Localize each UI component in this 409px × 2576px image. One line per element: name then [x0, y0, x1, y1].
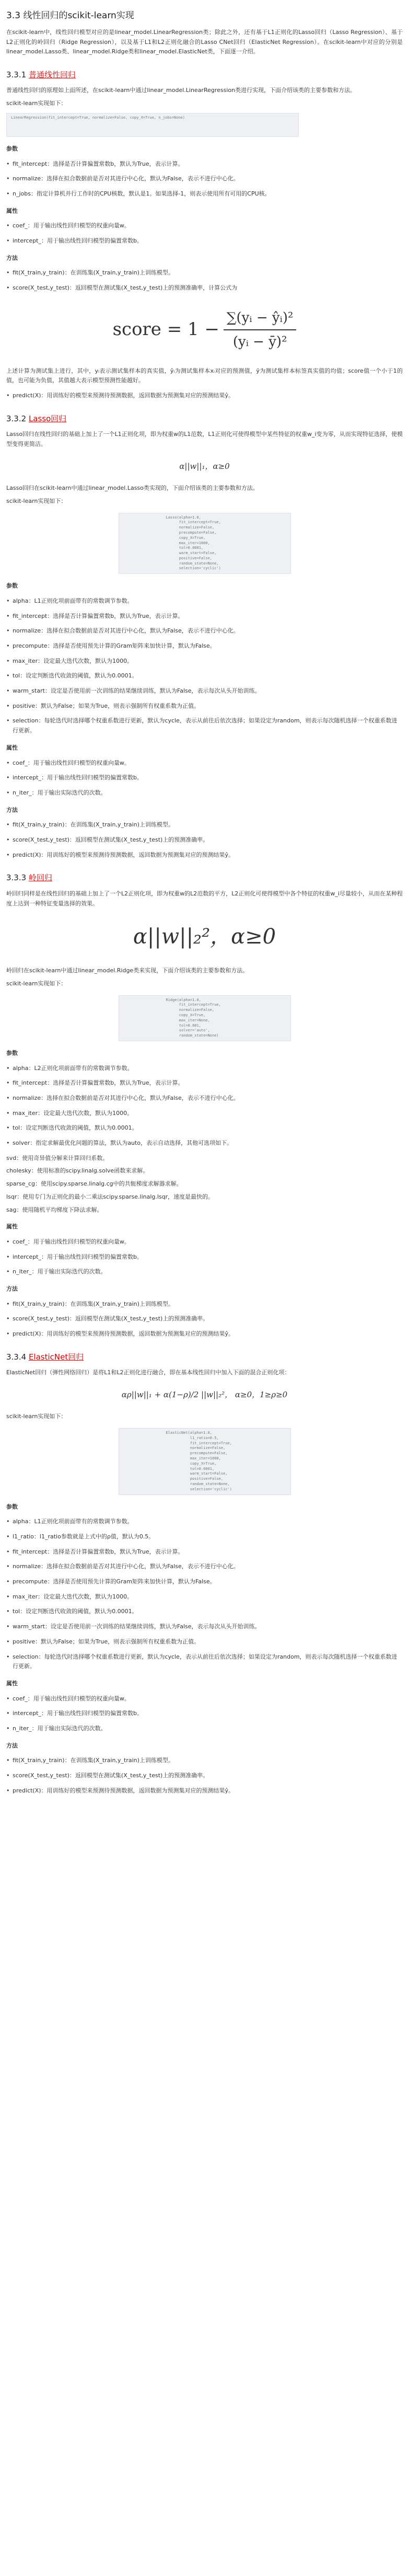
- section-link-lasso[interactable]: Lasso回归: [28, 413, 67, 423]
- section-desc: 岭回归在scikit-learn中通过linear_model.Ridge类来实现，下面介绍该类的主要参数和方法。: [6, 967, 249, 974]
- list-item: • coef_：用于输出线性回归模型的权重向量w。: [6, 758, 403, 768]
- list-item: • warm_start：设定是否使用前一次训练的结果继续训练，默认为False，表示每次从头开始训练。: [6, 686, 403, 696]
- solver-option: cholesky：使用标准的scipy.linalg.solve函数来求解。: [6, 1167, 149, 1175]
- impl-label: scikit-learn实现如下：: [6, 1413, 67, 1420]
- section-link-elasticnet[interactable]: ElasticNet回归: [28, 1352, 84, 1362]
- list-item: • coef_：用于输出线性回归模型的权重向量w。: [6, 1694, 403, 1704]
- params-list: [6, 1064, 403, 1148]
- code-block: Ridge(alpha=1.0, fit_intercept=True, normalize=False, copy_X=True, max_iter=None, tol=0.001, solver='auto', random_state=None): [119, 995, 291, 1041]
- elasticnet-formula: αρ||w||₁ + α(1−ρ)/2 ||w||₂²， α≥0，1≥ρ≥0: [121, 1389, 288, 1399]
- impl-label: scikit-learn实现如下：: [6, 100, 67, 107]
- attrs-label: 属性: [6, 207, 18, 214]
- list-item: • max_iter：设定最大迭代次数，默认为1000。: [6, 657, 403, 666]
- solver-option: sag：使用随机平均梯度下降法求解。: [6, 1206, 103, 1213]
- list-item: • normalize：选择在拟合数据前是否对其进行中心化，默认为False，表示不进行中心化。: [6, 1094, 403, 1103]
- attrs-list: [6, 1237, 403, 1277]
- list-item: • tol：设定判断迭代收敛的阈值，默认为0.0001。: [6, 1607, 403, 1617]
- list-item: • fit_intercept：选择是否计算偏置常数b，默认为True，表示计算。: [6, 159, 403, 169]
- params-list: [6, 159, 403, 199]
- params-list: [6, 596, 403, 736]
- list-item: • fit(X_train,y_train)：在训练集(X_train,y_train)上训练模型。: [6, 1756, 403, 1766]
- list-item: • n_iter_：用于输出实际迭代的次数。: [6, 788, 403, 798]
- list-item: • normalize：选择在拟合数据前是否对其进行中心化，默认为False，表示不进行中心化。: [6, 626, 403, 636]
- list-item: • predict(X)：用训练好的模型来预测待预测数据，返回数据为预测集对应的预测结果ŷ。: [6, 850, 403, 860]
- solver-option: svd：使用奇异值分解来计算回归系数。: [6, 1154, 109, 1162]
- methods-label: 方法: [6, 1285, 18, 1292]
- methods-list: [6, 1300, 403, 1339]
- l2-formula: α||w||₂²，α≥0: [133, 925, 276, 949]
- impl-label: scikit-learn实现如下：: [6, 980, 67, 987]
- section-desc: ElasticNet回归（弹性网络回归）是将L1和L2正则化进行融合，即在基本线性回归中加入下面的混合正则化项：: [6, 1369, 290, 1376]
- score-formula: score = 1 − $\frac{\text{∑(yᵢ − ŷᵢ)²}}{\text{(yᵢ − ȳ)²}}$: [6, 304, 403, 356]
- list-item: • predict(X)：用训练好的模型来预测待预测数据，返回数据为预测集对应的预测结果ŷ。: [6, 1786, 403, 1796]
- methods-list: [6, 268, 403, 293]
- list-item: • fit_intercept：选择是否计算偏置常数b，默认为True，表示计算。: [6, 1547, 403, 1557]
- list-item: • positive：默认为False；如果为True，则表示强制所有权重系数为正值。: [6, 1637, 403, 1647]
- list-item: • alpha：L1正则化项前面带有的常数调节参数。: [6, 596, 403, 606]
- attrs-label: 属性: [6, 744, 18, 751]
- intro-paragraph: 在scikit-learn中，线性回归模型对应的是linear_model.LinearRegression类；除此之外，还有基于L1正则化的Lasso回归（Lasso Regression）、基于L2正则化的岭回归（Ridge Regression），以及基于L1和L2正则化融合的Lasso CNet回归（ElasticNet Regression）。在scikit-learn中对应的分别是linear_model.Lasso类、linear_model.Ridge类和linear_model.ElasticNet类，下面逐一介绍。: [6, 28, 403, 55]
- params-label: 参数: [6, 1503, 18, 1510]
- list-item: • tol：设定判断迭代收敛的阈值，默认为0.0001。: [6, 671, 403, 681]
- solver-option: sparse_cg：使用scipy.sparse.linalg.cg中的共轭梯度求解器求解。: [6, 1180, 182, 1188]
- solver-option: lsqr：使用专门为正则化的最小二乘法scipy.sparse.linalg.lsqr，速度是最快的。: [6, 1193, 214, 1200]
- impl-label: scikit-learn实现如下：: [6, 497, 67, 504]
- list-item: • tol：设定判断迭代收敛的阈值，默认为0.0001。: [6, 1123, 403, 1133]
- l1-formula: α||w||₁，α≥0: [179, 461, 230, 471]
- attrs-list: [6, 221, 403, 246]
- list-item: • intercept_：用于输出线性回归模型的偏置常数b。: [6, 1709, 403, 1719]
- section-heading-ridge: 3.3.3 岭回归: [6, 873, 52, 883]
- list-item: • n_iter_：用于输出实际迭代的次数。: [6, 1724, 403, 1734]
- list-item: • precompute：选择是否使用预先计算的Gram矩阵来加快计算，默认为False。: [6, 641, 403, 651]
- attrs-list: [6, 758, 403, 798]
- attrs-label: 属性: [6, 1680, 18, 1687]
- params-list: [6, 1517, 403, 1672]
- params-label: 参数: [6, 145, 18, 152]
- formula-explanation: 上述计算为测试集上进行，其中，yᵢ表示测试集样本的真实值，ŷᵢ为测试集样本xᵢ对应的预测值，ȳ为测试集样本标签真实值的均值；score值一个小于1的值，也可能为负值，其值越大表示模型预测性能越好。: [6, 367, 403, 384]
- params-label: 参数: [6, 1049, 18, 1056]
- list-item: • predict(X)：用训练好的模型来预测待预测数据，返回数据为预测集对应的预测结果ŷ。: [6, 1329, 403, 1339]
- list-item: • fit(X_train,y_train)：在训练集(X_train,y_train)上训练模型。: [6, 1300, 403, 1309]
- list-item: • predict(X)：用训练好的模型来预测待预测数据，返回数据为预测集对应的预测结果ŷ。: [6, 391, 403, 401]
- list-item: • score(X_test,y_test)：返回模型在测试集(X_test,y_test)上的预测准确率。: [6, 835, 403, 845]
- list-item: • coef_：用于输出线性回归模型的权重向量w。: [6, 1237, 403, 1247]
- section-desc: Lasso回归在scikit-learn中通过linear_model.Lasso类实现的，下面介绍该类的主要参数和方法。: [6, 485, 259, 492]
- section-link-linear[interactable]: 普通线性回归: [28, 70, 76, 79]
- section-heading-elasticnet: 3.3.4 ElasticNet回归: [6, 1352, 84, 1362]
- code-block: LinearRegression(fit_intercept=True, normalize=False, copy_X=True, n_jobs=None): [6, 113, 299, 137]
- list-item: • intercept_：用于输出线性回归模型的偏置常数b。: [6, 236, 403, 246]
- attrs-label: 属性: [6, 1223, 18, 1230]
- list-item: • selection：每轮迭代时选择哪个权重系数进行更新，默认为cycle，表示从前往后依次选择；如果设定为random，则表示每次随机选择一个权重系数进行更新。: [6, 1652, 403, 1672]
- list-item: • fit_intercept：选择是否计算偏置常数b，默认为True，表示计算。: [6, 612, 403, 622]
- code-block: Lasso(alpha=1.0, fit_intercept=True, normalize=False, precompute=False, copy_X=True, max_iter=1000, tol=0.0001, warm_start=False, positive=False, random_state=None, selection='cyclic'): [119, 513, 291, 574]
- list-item: • fit_intercept：选择是否计算偏置常数b，默认为True，表示计算。: [6, 1078, 403, 1088]
- section-heading-linear: 3.3.1 普通线性回归: [6, 70, 76, 79]
- methods-label: 方法: [6, 1742, 18, 1749]
- methods-list: [6, 820, 403, 860]
- list-item: • intercept_：用于输出线性回归模型的偏置常数b。: [6, 773, 403, 783]
- list-item: • max_iter：设定最大迭代次数，默认为1000。: [6, 1592, 403, 1602]
- section-desc: 岭回归同样是在线性回归的基础上加上了一个L2正则化项，即为权重w的L2范数的平方，L2正则化可使得模型中各个特征的权重w_i尽量较小，从而在某种程度上达到一种特征变量选择的效果。: [6, 890, 403, 907]
- attrs-list: [6, 1694, 403, 1734]
- list-item: • precompute：选择是否使用预先计算的Gram矩阵来加快计算，默认为False。: [6, 1577, 403, 1587]
- list-item: • normalize：选择在拟合数据前是否对其进行中心化，默认为False，表示不进行中心化。: [6, 1562, 403, 1572]
- list-item: • normalize：选择在拟合数据前是否对其进行中心化，默认为False，表示不进行中心化。: [6, 174, 403, 184]
- section-desc: 普通线性回归的原理如上面所述，在scikit-learn中通过linear_model.LinearRegression类进行实现，下面介绍该类的主要参数和方法。: [6, 87, 356, 94]
- list-item: • n_jobs：指定计算机并行工作时的CPU核数，默认是1。如果选择-1，则表示使用所有可用的CPU核。: [6, 189, 403, 199]
- list-item: • score(X_test,y_test)：返回模型在测试集(X_test,y_test)上的预测准确率。: [6, 1771, 403, 1781]
- list-item: • max_iter：设定最大迭代次数，默认为1000。: [6, 1109, 403, 1119]
- code-block: ElasticNet(alpha=1.0, l1_ratio=0.5, fit_intercept=True, normalize=False, precompute=False, max_iter=1000, copy_X=True, tol=0.0001, warm_start=False, positive=False, random_state=None, selection='cyclic'): [119, 1428, 291, 1495]
- methods-label: 方法: [6, 254, 18, 261]
- methods-label: 方法: [6, 806, 18, 813]
- methods-list: [6, 1756, 403, 1796]
- list-item: • n_iter_：用于输出实际迭代的次数。: [6, 1267, 403, 1277]
- list-item: • fit(X_train,y_train)：在训练集(X_train,y_train)上训练模型。: [6, 820, 403, 830]
- list-item: • coef_：用于输出线性回归模型的权重向量w。: [6, 221, 403, 231]
- params-label: 参数: [6, 582, 18, 590]
- list-item: • intercept_：用于输出线性回归模型的偏置常数b。: [6, 1252, 403, 1262]
- list-item: • score(X_test,y_test)：返回模型在测试集(X_test,y_test)上的预测准确率，计算公式为: [6, 283, 403, 293]
- list-item: • alpha：L1正则化项前面带有的常数调节参数。: [6, 1517, 403, 1527]
- list-item: • solver：指定求解最优化问题的算法，默认为auto，表示自动选择，其他可选项如下。: [6, 1138, 403, 1148]
- section-desc: Lasso回归在线性回归的基础上加上了一个L1正则化项，即为权重w的L1范数，L1正则化可使得模型中某些特征的权重w_i变为零，从而实现特征选择，使模型变得更简洁。: [6, 431, 403, 447]
- list-item: • score(X_test,y_test)：返回模型在测试集(X_test,y_test)上的预测准确率。: [6, 1314, 403, 1324]
- list-item: • l1_ratio：l1_ratio参数就是上式中的ρ值，默认为0.5。: [6, 1532, 403, 1542]
- list-item: • alpha：L2正则化项前面带有的常数调节参数。: [6, 1064, 403, 1074]
- section-link-ridge[interactable]: 岭回归: [28, 873, 52, 883]
- list-item: • selection：每轮迭代时选择哪个权重系数进行更新，默认为cycle，表示从前往后依次选择；如果设定为random，则表示每次随机选择一个权重系数进行更新。: [6, 716, 403, 735]
- list-item: • positive：默认为False；如果为True，则表示强制所有权重系数为正值。: [6, 702, 403, 711]
- section-heading-lasso: 3.3.2 Lasso回归: [6, 413, 67, 423]
- list-item: • fit(X_train,y_train)：在训练集(X_train,y_train)上训练模型。: [6, 268, 403, 278]
- page-title: 3.3 线性回归的scikit-learn实现: [6, 10, 134, 21]
- list-item: • warm_start：设定是否使用前一次训练的结果继续训练，默认为False，表示每次从头开始训练。: [6, 1622, 403, 1632]
